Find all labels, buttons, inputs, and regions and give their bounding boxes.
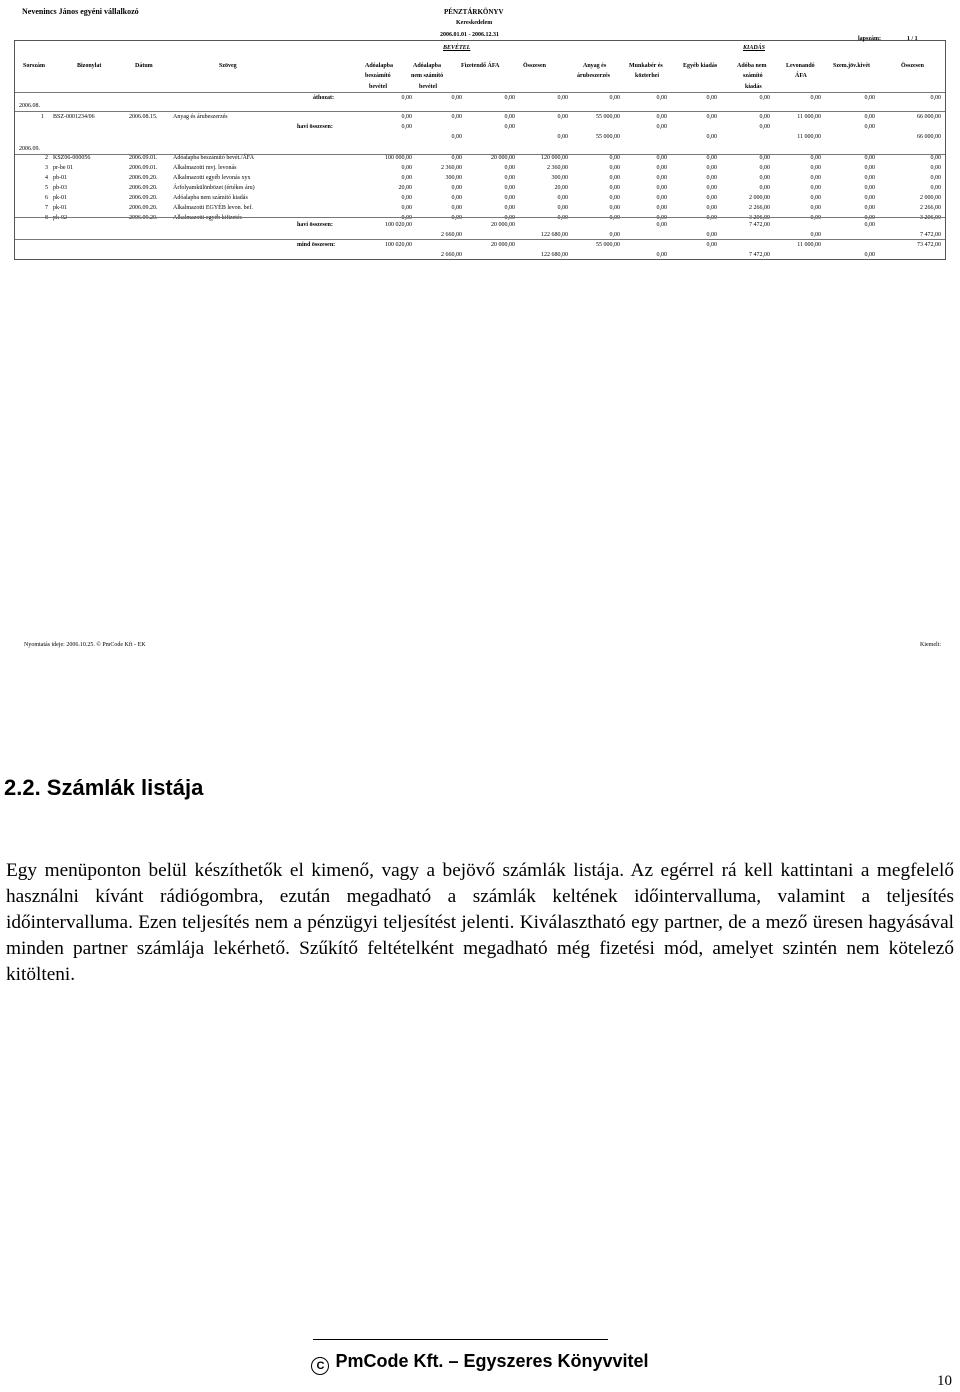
row-document: pk-01 (53, 205, 67, 211)
row-value-cell: 0,00 (759, 155, 770, 161)
row-value-cell: 0,00 (864, 215, 875, 221)
row-value-cell: 2 000,00 (920, 195, 941, 201)
row-value-cell: 20 000,00 (491, 155, 515, 161)
row-value-cell: 0,00 (557, 205, 568, 211)
all-total-b-cell: 7 472,00 (749, 252, 770, 258)
sep-total-b-cell: 7 472,00 (920, 232, 941, 238)
row-value-cell: 0,00 (504, 195, 515, 201)
row-value-cell: 0,00 (864, 114, 875, 120)
row-value-cell: 66 000,00 (917, 114, 941, 120)
page-number: 10 (937, 1373, 952, 1389)
col-sorszam: Sorszám (23, 63, 45, 69)
row-text: Alkalmazotti mvj. levonás (173, 165, 237, 171)
row-value-cell: 120 000,00 (541, 155, 568, 161)
carry-value-cell: 0,00 (810, 95, 821, 101)
col-szoveg: Szöveg (219, 63, 237, 69)
col-exp4-l2: számító (743, 73, 763, 79)
row-document: BSZ-0001234/06 (53, 114, 95, 120)
row-value-cell: 0,00 (864, 205, 875, 211)
footer (0, 1350, 960, 1375)
row-value-cell: 0,00 (504, 205, 515, 211)
all-total-a-cell: 73 472,00 (917, 242, 941, 248)
row-number: 8 (45, 215, 48, 221)
row-value-cell: 0,00 (609, 155, 620, 161)
footer-rule (313, 1339, 608, 1340)
sep-total-label: havi összesen: (297, 222, 333, 228)
row-value-cell: 0,00 (609, 215, 620, 221)
all-total-a-cell: 55 000,00 (596, 242, 620, 248)
carry-value-cell: 0,00 (401, 95, 412, 101)
company-name: Nevenincs János egyéni vállalkozó (22, 7, 139, 16)
col-exp7: Összesen (901, 63, 924, 69)
row-date: 2006.09.20. (129, 215, 158, 221)
print-date: Nyomtatás ideje: 2006.10.25. © PmCode Kft - EK (24, 642, 146, 648)
row-value-cell: 0,00 (609, 165, 620, 171)
all-total-b-cell: 0,00 (864, 252, 875, 258)
report-period: 2006.01.01 - 2006.12.31 (440, 32, 499, 38)
copyright-icon: C (311, 1357, 329, 1375)
row-value-cell: 0,00 (759, 185, 770, 191)
row-value-cell: 0,00 (810, 185, 821, 191)
month-sep: 2006.09. (19, 146, 40, 152)
row-text: Anyag és árubeszerzés (173, 114, 228, 120)
row-document: pr-be 01 (53, 165, 74, 171)
aug-total-a-cell: 0,00 (656, 124, 667, 130)
row-date: 2006.09.20. (129, 205, 158, 211)
row-value-cell: 0,00 (706, 215, 717, 221)
row-value-cell: 0,00 (930, 155, 941, 161)
income-heading: BEVÉTEL (443, 45, 471, 51)
row-value-cell: 0,00 (706, 155, 717, 161)
aug-total-b-cell: 66 000,00 (917, 134, 941, 140)
month-aug: 2006.08. (19, 103, 40, 109)
row-value-cell: 300,00 (551, 175, 568, 181)
row-value-cell: 0,00 (609, 195, 620, 201)
row-value-cell: 0,00 (930, 185, 941, 191)
row-value-cell: 0,00 (656, 175, 667, 181)
row-value-cell: 300,00 (445, 175, 462, 181)
col-inc1-l2: beszámító (365, 73, 391, 79)
row-value-cell: 0,00 (759, 175, 770, 181)
row-value-cell: 0,00 (759, 114, 770, 120)
row-value-cell: 0,00 (451, 195, 462, 201)
col-exp3: Egyéb kiadás (683, 63, 718, 69)
aug-total-b-cell: 55 000,00 (596, 134, 620, 140)
row-date: 2006.09.20. (129, 195, 158, 201)
row-value-cell: 0,00 (401, 205, 412, 211)
col-inc2-l2: nem számító (411, 73, 444, 79)
row-value-cell: 0,00 (810, 215, 821, 221)
row-value-cell: 0,00 (557, 114, 568, 120)
row-number: 6 (45, 195, 48, 201)
col-inc4: Összesen (523, 63, 546, 69)
carry-value-cell: 0,00 (930, 95, 941, 101)
carry-value-cell: 0,00 (864, 95, 875, 101)
row-value-cell: 0,00 (706, 205, 717, 211)
footer-text: PmCode Kft. – Egyszeres Könyvvitel (335, 1351, 649, 1371)
row-date: 2006.09.20. (129, 175, 158, 181)
row-value-cell: 0,00 (656, 155, 667, 161)
row-value-cell: 2 266,00 (749, 205, 770, 211)
row-value-cell: 0,00 (759, 165, 770, 171)
col-bizonylat: Bizonylat (77, 63, 102, 69)
report-subtitle: Kereskedelem (456, 20, 493, 26)
row-document: pk-01 (53, 195, 67, 201)
carry-value-cell: 0,00 (609, 95, 620, 101)
col-inc1-l1: Adóalapba (365, 63, 394, 69)
all-total-a-cell: 20 000,00 (491, 242, 515, 248)
row-value-cell: 0,00 (504, 185, 515, 191)
row-value-cell: 0,00 (864, 155, 875, 161)
row-value-cell: 0,00 (930, 165, 941, 171)
month-total-label: havi összesen: (297, 124, 333, 130)
col-exp2-l2: közterhei (635, 73, 659, 79)
row-value-cell: 0,00 (557, 215, 568, 221)
aug-total-b-cell: 11 000,00 (797, 134, 821, 140)
col-datum: Dátum (135, 63, 153, 69)
row-value-cell: 0,00 (656, 185, 667, 191)
carry-label: áthozat: (313, 95, 334, 101)
aug-total-b-cell: 0,00 (557, 134, 568, 140)
carry-value-cell: 0,00 (451, 95, 462, 101)
row-text: Adóalapba beszámító bevét./ÁFA (173, 155, 255, 161)
aug-total-a-cell: 0,00 (759, 124, 770, 130)
row-value-cell: 0,00 (864, 195, 875, 201)
row-value-cell: 0,00 (810, 155, 821, 161)
row-value-cell: 0,00 (504, 114, 515, 120)
row-value-cell: 3 206,00 (920, 215, 941, 221)
sep-total-b-cell: 122 680,00 (541, 232, 568, 238)
col-exp6: Szem.jöv.kivét (833, 63, 870, 69)
row-value-cell: 0,00 (451, 185, 462, 191)
row-value-cell: 0,00 (504, 175, 515, 181)
all-total-b-cell: 2 660,00 (441, 252, 462, 258)
row-number: 5 (45, 185, 48, 191)
signature-label: Kiemelt: (920, 642, 941, 648)
row-value-cell: 0,00 (930, 175, 941, 181)
report-title: PÉNZTÁRKÖNYV (444, 8, 504, 16)
row-value-cell: 0,00 (706, 185, 717, 191)
row-value-cell: 11 000,00 (797, 114, 821, 120)
row-value-cell: 0,00 (401, 114, 412, 120)
aug-total-b-cell: 0,00 (706, 134, 717, 140)
carry-value-cell: 0,00 (656, 95, 667, 101)
sep-total-a-cell: 7 472,00 (749, 222, 770, 228)
col-exp4-l3: kiadás (745, 84, 762, 90)
row-value-cell: 55 000,00 (596, 114, 620, 120)
row-value-cell: 0,00 (401, 195, 412, 201)
col-exp2-l1: Munkabér és (629, 63, 663, 69)
expense-heading: KIADÁS (743, 45, 766, 51)
row-value-cell: 20,00 (398, 185, 412, 191)
report-table (14, 36, 946, 260)
carry-value-cell: 0,00 (759, 95, 770, 101)
row-value-cell: 0,00 (706, 175, 717, 181)
row-value-cell: 0,00 (810, 205, 821, 211)
all-total-label: mind összesen: (297, 242, 336, 248)
aug-total-a-cell: 0,00 (864, 124, 875, 130)
sheet-value: 1 / 1 (907, 36, 918, 42)
row-date: 2006.09.20. (129, 185, 158, 191)
row-value-cell: 0,00 (706, 114, 717, 120)
row-value-cell: 0,00 (656, 165, 667, 171)
body-paragraph: Egy menüponton belül készíthetők el kimenő, vagy a bejövő számlák listája. Az egérrel rá kell kattintani a megfelelő használni kívánt rádiógombra, ezután megadható a számlák keltének időintervalluma, valamint a teljesítés időintervalluma. Ezen teljesítés nem a pénzügyi teljesítést jelenti. Kiválasztható egy partner, de a mező üresen hagyásával minden partner számlája lekérhető. Szűkítő feltételként megadható még fizetési mód, amelyet szintén nem kötelező kitölteni. (6, 860, 954, 985)
row-date: 2006.08.15. (129, 114, 158, 120)
row-text: Alkalmazotti egyéb kifizetés (173, 215, 242, 221)
row-document: pk-02 (53, 215, 67, 221)
row-text: Alkalmazotti egyéb levonás xyx (173, 175, 251, 181)
row-number: 4 (45, 175, 48, 181)
row-value-cell: 0,00 (401, 175, 412, 181)
row-text: Árfolyamkülönbözet (értékes áru) (173, 185, 255, 191)
row-value-cell: 0,00 (451, 205, 462, 211)
row-value-cell: 0,00 (810, 195, 821, 201)
sep-total-b-cell: 0,00 (810, 232, 821, 238)
aug-total-a-cell: 0,00 (504, 124, 515, 130)
carry-value-cell: 0,00 (706, 95, 717, 101)
col-exp5-l1: Levonandó (786, 63, 815, 69)
aug-total-a-cell: 0,00 (401, 124, 412, 130)
sep-total-b-cell: 0,00 (706, 232, 717, 238)
row-value-cell: 0,00 (656, 114, 667, 120)
row-value-cell: 2 000,00 (749, 195, 770, 201)
row-value-cell: 2 360,00 (547, 165, 568, 171)
sep-total-a-cell: 0,00 (864, 222, 875, 228)
sep-total-a-cell: 0,00 (656, 222, 667, 228)
row-value-cell: 2 360,00 (441, 165, 462, 171)
sep-total-a-cell: 100 020,00 (385, 222, 412, 228)
row-value-cell: 0,00 (864, 185, 875, 191)
row-value-cell: 0,00 (609, 175, 620, 181)
sep-total-a-cell: 20 000,00 (491, 222, 515, 228)
row-document: pb-01 (53, 175, 67, 181)
row-value-cell: 20,00 (554, 185, 568, 191)
row-value-cell: 0,00 (504, 215, 515, 221)
row-value-cell: 3 206,00 (749, 215, 770, 221)
row-value-cell: 0,00 (451, 114, 462, 120)
col-inc3: Fizetendő ÁFA (461, 63, 500, 69)
row-value-cell: 0,00 (557, 195, 568, 201)
row-value-cell: 100 000,00 (385, 155, 412, 161)
row-value-cell: 2 266,00 (920, 205, 941, 211)
row-value-cell: 0,00 (656, 215, 667, 221)
all-total-a-cell: 11 000,00 (797, 242, 821, 248)
row-number: 2 (45, 155, 48, 161)
sheet-label: lapszám: (858, 36, 881, 42)
row-date: 2006.09.01. (129, 155, 158, 161)
row-value-cell: 0,00 (706, 195, 717, 201)
row-value-cell: 0,00 (451, 155, 462, 161)
col-exp5-l2: ÁFA (795, 73, 807, 79)
row-number: 3 (45, 165, 48, 171)
row-value-cell: 0,00 (864, 175, 875, 181)
row-document: KSZ06-000056 (53, 155, 91, 161)
carry-value-cell: 0,00 (504, 95, 515, 101)
col-inc1-l3: bevétel (369, 84, 387, 90)
all-total-b-cell: 0,00 (656, 252, 667, 258)
row-value-cell: 0,00 (706, 165, 717, 171)
aug-total-b-cell: 0,00 (451, 134, 462, 140)
row-text: Alkalmazotti EGYÉB levon. bef. (173, 205, 253, 211)
row-date: 2006.09.01. (129, 165, 158, 171)
all-total-b-cell: 122 680,00 (541, 252, 568, 258)
col-inc2-l1: Adóalapba (413, 63, 442, 69)
row-value-cell: 0,00 (656, 205, 667, 211)
row-value-cell: 0,00 (451, 215, 462, 221)
sep-total-b-cell: 2 660,00 (441, 232, 462, 238)
row-value-cell: 0,00 (810, 165, 821, 171)
col-exp4-l1: Adóba nem (737, 63, 767, 69)
carry-value-cell: 0,00 (557, 95, 568, 101)
sep-total-b-cell: 0,00 (609, 232, 620, 238)
row-value-cell: 0,00 (609, 185, 620, 191)
row-value-cell: 0,00 (401, 165, 412, 171)
section-title: 2.2. Számlák listája (4, 775, 204, 800)
col-exp1-l1: Anyag és (583, 63, 607, 69)
row-value-cell: 0,00 (504, 165, 515, 171)
row-value-cell: 0,00 (609, 205, 620, 211)
col-inc2-l3: bevétel (419, 84, 437, 90)
row-text: Adóalapba nem számító kiadás (173, 195, 248, 201)
row-number: 1 (41, 114, 44, 120)
col-exp1-l2: árubeszerzés (577, 73, 610, 79)
row-number: 7 (45, 205, 48, 211)
row-value-cell: 0,00 (656, 195, 667, 201)
row-document: pb-03 (53, 185, 67, 191)
row-value-cell: 0,00 (401, 215, 412, 221)
row-value-cell: 0,00 (864, 165, 875, 171)
all-total-a-cell: 0,00 (706, 242, 717, 248)
all-total-a-cell: 100 020,00 (385, 242, 412, 248)
row-value-cell: 0,00 (810, 175, 821, 181)
